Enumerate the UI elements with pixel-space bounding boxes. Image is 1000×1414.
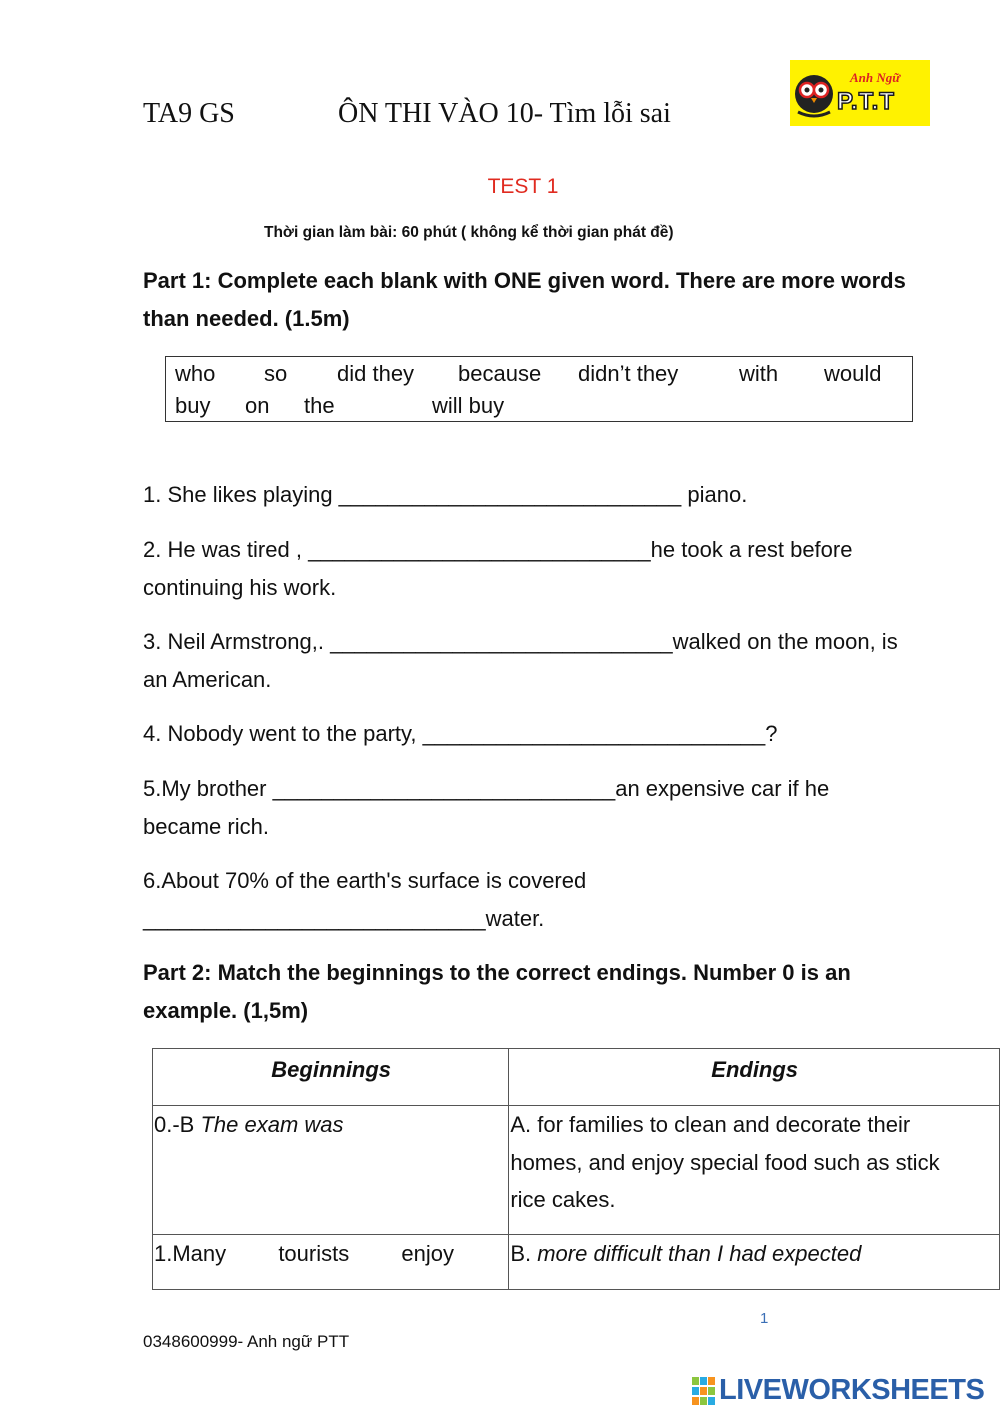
- word-option: on: [245, 393, 270, 418]
- logo-text-bottom: P.T.T: [837, 88, 895, 115]
- liveworksheets-icon: [692, 1377, 716, 1405]
- table-row: [153, 1106, 1000, 1235]
- part2-heading: Part 2: Match the beginnings to the correct endings. Number 0 is an example. (1,5m): [143, 960, 851, 1023]
- beginning-cell: [153, 1106, 509, 1235]
- question-5: 5.My brother ____________________________an expensive car if he became rich.: [143, 776, 830, 839]
- table-row: [153, 1235, 1000, 1290]
- question-3: 3. Neil Armstrong,. ____________________________walked on the moon, is an American.: [143, 629, 898, 692]
- test-title: TEST 1: [487, 175, 559, 198]
- word-bank: [165, 356, 913, 422]
- logo-text-top: Anh Ngữ: [850, 70, 901, 85]
- ending-cell: A. for families to clean and decorate their homes, and enjoy special food such as stick rice cakes.: [509, 1106, 1000, 1235]
- word-option: because: [458, 361, 542, 386]
- example-answer: 0.-B: [154, 1112, 201, 1137]
- beginning-cell: 1.Many tourists enjoy: [153, 1235, 509, 1290]
- document-title: ÔN THI VÀO 10- Tìm lỗi sai: [338, 98, 671, 129]
- column-header-beginnings: Beginnings: [153, 1049, 509, 1106]
- column-header-endings: Endings: [509, 1049, 1000, 1106]
- question-2: 2. He was tired , ____________________________he took a rest before continuing his work.: [143, 537, 853, 600]
- header-label: TA9 GS: [143, 98, 235, 129]
- word-option: buy: [175, 393, 211, 418]
- ending-cell: B. more difficult than I had expected: [509, 1235, 1000, 1290]
- answer-blank-4[interactable]: ____________________________: [422, 721, 766, 746]
- word-option: didn’t they: [578, 361, 679, 386]
- question-1: 1. She likes playing ____________________________ piano.: [143, 482, 748, 507]
- table-header-row: [153, 1049, 1000, 1106]
- word-option: the: [304, 393, 335, 418]
- answer-blank-1[interactable]: ____________________________: [338, 482, 682, 507]
- answer-blank-6[interactable]: ____________________________: [143, 905, 486, 931]
- liveworksheets-text: LIVEWORKSHEETS: [719, 1374, 985, 1406]
- word-option: who: [175, 361, 216, 386]
- footer-contact: 0348600999- Anh ngữ PTT: [143, 1332, 350, 1351]
- answer-blank-3[interactable]: ____________________________: [330, 629, 673, 654]
- time-note: Thời gian làm bài: 60 phút ( không kể thời gian phát đề): [264, 224, 674, 241]
- page-number: 1: [760, 1310, 769, 1327]
- question-6: 6.About 70% of the earth's surface is covered ____________________________water.: [143, 868, 587, 931]
- answer-blank-2[interactable]: ____________________________: [308, 537, 651, 562]
- question-4: 4. Nobody went to the party, ____________________________?: [143, 721, 778, 746]
- word-option: so: [264, 361, 288, 386]
- liveworksheets-brand: [690, 1374, 990, 1406]
- word-option: did they: [337, 361, 415, 386]
- part1-heading: Part 1: Complete each blank with ONE given word. There are more words than needed. (1.5m): [143, 268, 906, 331]
- matching-table: [152, 1048, 1000, 1290]
- answer-blank-5[interactable]: ____________________________: [272, 776, 616, 801]
- word-option: would: [824, 361, 882, 386]
- beginning-text: The exam was: [200, 1112, 344, 1137]
- logo: [790, 60, 930, 126]
- word-option: with: [739, 361, 779, 386]
- word-option: will buy: [432, 393, 505, 418]
